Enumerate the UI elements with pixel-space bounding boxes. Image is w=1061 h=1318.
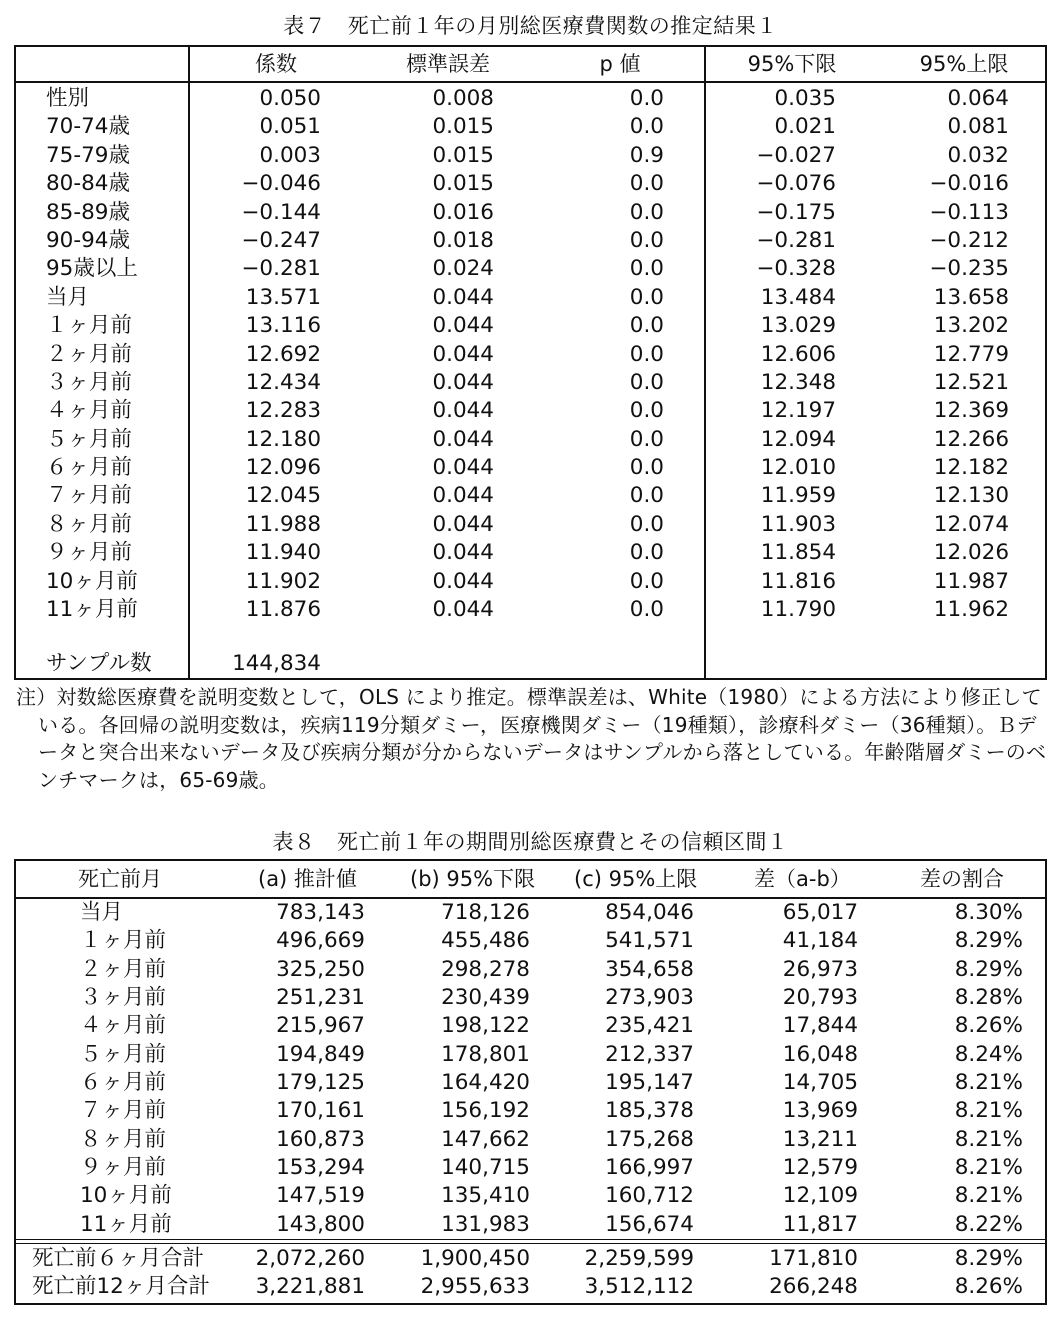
table-row bbox=[16, 369, 1045, 397]
sample-size-label: サンプル数 bbox=[46, 651, 152, 676]
table-cell: 783,143 bbox=[276, 900, 365, 925]
row-label: ６ヶ月前 bbox=[46, 455, 133, 481]
table-cell: 166,997 bbox=[605, 1155, 694, 1181]
table-cell: −0.247 bbox=[241, 227, 321, 253]
table-cell: 0.0 bbox=[629, 199, 664, 225]
table-cell: 854,046 bbox=[605, 900, 694, 925]
row-label: 11ヶ月前 bbox=[46, 597, 138, 623]
row-label: ７ヶ月前 bbox=[46, 483, 133, 509]
row-label: 90-94歳 bbox=[46, 227, 130, 253]
table-cell: 12,579 bbox=[782, 1155, 858, 1181]
table-row bbox=[16, 255, 1045, 283]
table-cell: 147,662 bbox=[441, 1126, 530, 1152]
table-cell: 455,486 bbox=[441, 928, 530, 954]
table-cell: 13.116 bbox=[245, 313, 321, 339]
row-label: ４ヶ月前 bbox=[46, 398, 133, 424]
row-label: 11ヶ月前 bbox=[80, 1211, 172, 1237]
table8-header-ratio: 差の割合 bbox=[920, 867, 1004, 891]
table-cell: 0.0 bbox=[629, 426, 664, 452]
table-cell: 8.21% bbox=[954, 1155, 1023, 1181]
table-cell: 11.988 bbox=[245, 511, 321, 537]
table-cell: 2,955,633 bbox=[420, 1274, 530, 1300]
sample-size-value: 144,834 bbox=[232, 651, 321, 676]
table7-header-coef: 係数 bbox=[255, 52, 297, 76]
table-cell: 0.0 bbox=[629, 171, 664, 197]
row-label: 70-74歳 bbox=[46, 114, 130, 140]
table-cell: −0.144 bbox=[241, 199, 321, 225]
table8-header-lower: (b) 95%下限 bbox=[410, 867, 536, 891]
table-cell: 179,125 bbox=[276, 1070, 365, 1096]
footnote-text: 注）対数総医療費を説明変数として，OLS により推定。標準誤差は、White（1980）による方法により修正している。各回帰の説明変数は，疾病119分類ダミー，医療機関ダミー（19種類），診療科ダミー（36種類）。Ｂデータと突合出来ないデータ及び疾病分類が分からないデータはサンプルから落としている。年齢階層ダミーのベンチマークは，65-69歳。 bbox=[16, 685, 1047, 792]
table-cell: 0.024 bbox=[432, 256, 494, 282]
row-label: ３ヶ月前 bbox=[46, 369, 133, 395]
table-cell: 0.0 bbox=[629, 369, 664, 395]
row-label: 死亡前６ヶ月合計 bbox=[32, 1246, 205, 1271]
row-label: 75-79歳 bbox=[46, 142, 130, 168]
table-row bbox=[16, 511, 1045, 539]
table-cell: 235,421 bbox=[605, 1013, 694, 1039]
table7-header-upper: 95%上限 bbox=[919, 52, 1009, 76]
table-cell: −0.281 bbox=[241, 256, 321, 282]
row-label: ５ヶ月前 bbox=[46, 426, 133, 452]
table-cell: 11.902 bbox=[245, 568, 321, 594]
row-label: ８ヶ月前 bbox=[46, 511, 133, 537]
table-cell: 0.051 bbox=[259, 114, 321, 140]
table-cell: 8.21% bbox=[954, 1098, 1023, 1124]
table7-header-lower: 95%下限 bbox=[747, 52, 837, 76]
row-label: ２ヶ月前 bbox=[46, 341, 133, 367]
table-cell: 135,410 bbox=[441, 1183, 530, 1209]
table-cell: 13.571 bbox=[245, 284, 321, 310]
table-cell: 2,072,260 bbox=[255, 1246, 365, 1271]
table-cell: 0.044 bbox=[432, 540, 494, 566]
table-row bbox=[16, 984, 1045, 1012]
table-cell: −0.235 bbox=[929, 256, 1009, 282]
table-cell: 718,126 bbox=[441, 900, 530, 925]
table-row bbox=[16, 397, 1045, 425]
table-cell: 0.0 bbox=[629, 540, 664, 566]
table8 bbox=[14, 859, 1047, 1305]
table-row bbox=[16, 1069, 1045, 1097]
table-cell: 0.021 bbox=[774, 114, 836, 140]
table-cell: 17,844 bbox=[782, 1013, 858, 1039]
table-row bbox=[16, 113, 1045, 141]
table-cell: 12.096 bbox=[245, 455, 321, 481]
row-label: ５ヶ月前 bbox=[80, 1041, 167, 1067]
table-cell: 0.035 bbox=[774, 86, 836, 111]
table-cell: 0.0 bbox=[629, 313, 664, 339]
table-cell: 266,248 bbox=[769, 1274, 858, 1300]
table-cell: 0.044 bbox=[432, 426, 494, 452]
table-cell: 156,674 bbox=[605, 1211, 694, 1237]
row-label: ６ヶ月前 bbox=[80, 1070, 167, 1096]
table-cell: 12.197 bbox=[760, 398, 836, 424]
table-row bbox=[16, 284, 1045, 312]
table-cell: 0.044 bbox=[432, 341, 494, 367]
table-row bbox=[16, 454, 1045, 482]
table-cell: 12.283 bbox=[245, 398, 321, 424]
row-label: ９ヶ月前 bbox=[80, 1155, 167, 1181]
table-cell: 0.044 bbox=[432, 398, 494, 424]
table-cell: 0.044 bbox=[432, 455, 494, 481]
table-cell: 212,337 bbox=[605, 1041, 694, 1067]
table-cell: 8.29% bbox=[954, 956, 1023, 982]
table8-header-month: 死亡前月 bbox=[78, 867, 162, 891]
row-label: 10ヶ月前 bbox=[46, 568, 138, 594]
table-cell: 0.044 bbox=[432, 511, 494, 537]
table-cell: 0.0 bbox=[629, 86, 664, 111]
table-cell: 0.0 bbox=[629, 511, 664, 537]
table-cell: 65,017 bbox=[782, 900, 858, 925]
table-cell: 0.008 bbox=[432, 86, 494, 111]
table-cell: 0.044 bbox=[432, 483, 494, 509]
table-cell: 8.30% bbox=[954, 900, 1023, 925]
table-cell: 20,793 bbox=[782, 985, 858, 1011]
table-cell: 8.21% bbox=[954, 1070, 1023, 1096]
table-cell: 140,715 bbox=[441, 1155, 530, 1181]
table-cell: 0.0 bbox=[629, 455, 664, 481]
table-row bbox=[16, 85, 1045, 113]
table-cell: 12.369 bbox=[933, 398, 1009, 424]
table-row bbox=[16, 1012, 1045, 1040]
table-cell: 178,801 bbox=[441, 1041, 530, 1067]
table-cell: 12.182 bbox=[933, 455, 1009, 481]
table-cell: 41,184 bbox=[782, 928, 858, 954]
table-cell: 12.434 bbox=[245, 369, 321, 395]
table-row bbox=[16, 927, 1045, 955]
table8-totals-rule-bottom bbox=[16, 1243, 1045, 1244]
table8-title: 表８ 死亡前１年の期間別総医療費とその信頼区間１ bbox=[272, 830, 789, 854]
table-cell: 325,250 bbox=[276, 956, 365, 982]
table-row bbox=[16, 227, 1045, 255]
table-cell: 11,817 bbox=[782, 1211, 858, 1237]
table-cell: 0.0 bbox=[629, 597, 664, 623]
table-cell: 0.9 bbox=[629, 142, 664, 168]
table-cell: 0.015 bbox=[432, 171, 494, 197]
table-cell: 8.28% bbox=[954, 985, 1023, 1011]
table-cell: 12.130 bbox=[933, 483, 1009, 509]
row-label: ２ヶ月前 bbox=[80, 956, 167, 982]
table-row bbox=[16, 899, 1045, 927]
table7-title: 表７ 死亡前１年の月別総医療費関数の推定結果１ bbox=[283, 14, 778, 38]
table-cell: 185,378 bbox=[605, 1098, 694, 1124]
table-cell: 0.044 bbox=[432, 369, 494, 395]
table-cell: 14,705 bbox=[782, 1070, 858, 1096]
table-cell: 13.202 bbox=[933, 313, 1009, 339]
table-cell: 0.018 bbox=[432, 227, 494, 253]
row-label: 当月 bbox=[80, 900, 124, 925]
table-cell: 0.044 bbox=[432, 568, 494, 594]
table-cell: 0.0 bbox=[629, 284, 664, 310]
table-cell: 143,800 bbox=[276, 1211, 365, 1237]
table-cell: 3,221,881 bbox=[255, 1274, 365, 1300]
table-cell: 298,278 bbox=[441, 956, 530, 982]
table-row bbox=[16, 312, 1045, 340]
row-label: １ヶ月前 bbox=[46, 313, 133, 339]
table8-totals bbox=[16, 1245, 1045, 1302]
table-row bbox=[16, 426, 1045, 454]
table-cell: 13.029 bbox=[760, 313, 836, 339]
table-cell: 156,192 bbox=[441, 1098, 530, 1124]
table-row bbox=[16, 539, 1045, 567]
table7 bbox=[14, 45, 1047, 680]
table-cell: 12.692 bbox=[245, 341, 321, 367]
table-cell: 12.348 bbox=[760, 369, 836, 395]
table-cell: 13,211 bbox=[782, 1126, 858, 1152]
table-cell: 8.29% bbox=[954, 928, 1023, 954]
table-cell: 0.081 bbox=[947, 114, 1009, 140]
table-cell: 0.015 bbox=[432, 142, 494, 168]
table-cell: 13.484 bbox=[760, 284, 836, 310]
table-cell: 11.816 bbox=[760, 568, 836, 594]
table-row bbox=[16, 1182, 1045, 1210]
table-cell: 13,969 bbox=[782, 1098, 858, 1124]
table7-header-rule bbox=[16, 81, 1045, 83]
table-cell: 12.094 bbox=[760, 426, 836, 452]
table-cell: 11.903 bbox=[760, 511, 836, 537]
table-cell: 175,268 bbox=[605, 1126, 694, 1152]
table-cell: 496,669 bbox=[276, 928, 365, 954]
row-label: 10ヶ月前 bbox=[80, 1183, 172, 1209]
table-row bbox=[16, 482, 1045, 510]
table8-header-upper: (c) 95%上限 bbox=[574, 867, 698, 891]
table-cell: 26,973 bbox=[782, 956, 858, 982]
table-cell: 12.045 bbox=[245, 483, 321, 509]
table-cell: 131,983 bbox=[441, 1211, 530, 1237]
table-cell: 12.010 bbox=[760, 455, 836, 481]
table-cell: 1,900,450 bbox=[420, 1246, 530, 1271]
table-cell: 215,967 bbox=[276, 1013, 365, 1039]
table-cell: 0.050 bbox=[259, 86, 321, 111]
table-cell: −0.328 bbox=[756, 256, 836, 282]
table-cell: 12.266 bbox=[933, 426, 1009, 452]
table-cell: 354,658 bbox=[605, 956, 694, 982]
row-label: 当月 bbox=[46, 284, 90, 310]
table-cell: 170,161 bbox=[276, 1098, 365, 1124]
table-cell: 11.854 bbox=[760, 540, 836, 566]
table-row bbox=[16, 1041, 1045, 1069]
row-label: 95歳以上 bbox=[46, 256, 138, 282]
row-label: ４ヶ月前 bbox=[80, 1013, 167, 1039]
table-cell: 0.0 bbox=[629, 568, 664, 594]
table-row bbox=[16, 199, 1045, 227]
table-cell: −0.016 bbox=[929, 171, 1009, 197]
table-cell: 11.959 bbox=[760, 483, 836, 509]
table-cell: 0.032 bbox=[947, 142, 1009, 168]
table-cell: −0.212 bbox=[929, 227, 1009, 253]
table-cell: 0.044 bbox=[432, 597, 494, 623]
table-cell: 12.606 bbox=[760, 341, 836, 367]
table-cell: 8.21% bbox=[954, 1183, 1023, 1209]
row-label: １ヶ月前 bbox=[80, 928, 167, 954]
table-cell: 0.044 bbox=[432, 284, 494, 310]
table-cell: 160,873 bbox=[276, 1126, 365, 1152]
table-row bbox=[16, 341, 1045, 369]
table-row bbox=[16, 170, 1045, 198]
table-cell: 195,147 bbox=[605, 1070, 694, 1096]
table-row bbox=[16, 568, 1045, 596]
table-cell: 153,294 bbox=[276, 1155, 365, 1181]
table-row bbox=[16, 1211, 1045, 1239]
table-cell: 0.0 bbox=[629, 341, 664, 367]
table-cell: 8.24% bbox=[954, 1041, 1023, 1067]
table-cell: 11.987 bbox=[933, 568, 1009, 594]
table-row bbox=[16, 1126, 1045, 1154]
table-cell: 0.0 bbox=[629, 227, 664, 253]
table-cell: 147,519 bbox=[276, 1183, 365, 1209]
table7-body bbox=[16, 85, 1045, 624]
table-cell: 2,259,599 bbox=[584, 1246, 694, 1271]
row-label: ３ヶ月前 bbox=[80, 985, 167, 1011]
table-cell: −0.046 bbox=[241, 171, 321, 197]
row-label: 80-84歳 bbox=[46, 171, 130, 197]
table-cell: 0.0 bbox=[629, 114, 664, 140]
table-cell: 0.0 bbox=[629, 483, 664, 509]
table-cell: 0.015 bbox=[432, 114, 494, 140]
table-cell: 164,420 bbox=[441, 1070, 530, 1096]
row-label: 85-89歳 bbox=[46, 199, 130, 225]
table-cell: 11.876 bbox=[245, 597, 321, 623]
table-cell: 160,712 bbox=[605, 1183, 694, 1209]
table-cell: 194,849 bbox=[276, 1041, 365, 1067]
row-label: ９ヶ月前 bbox=[46, 540, 133, 566]
table-cell: 8.21% bbox=[954, 1126, 1023, 1152]
table-row bbox=[16, 956, 1045, 984]
table8-body bbox=[16, 899, 1045, 1239]
table-row bbox=[16, 596, 1045, 624]
table-cell: 8.22% bbox=[954, 1211, 1023, 1237]
table-row bbox=[16, 142, 1045, 170]
table-cell: 541,571 bbox=[605, 928, 694, 954]
row-label: ８ヶ月前 bbox=[80, 1126, 167, 1152]
table-cell: 13.658 bbox=[933, 284, 1009, 310]
table-row bbox=[16, 1097, 1045, 1125]
table-cell: 12,109 bbox=[782, 1183, 858, 1209]
table-cell: −0.113 bbox=[929, 199, 1009, 225]
table-cell: 16,048 bbox=[782, 1041, 858, 1067]
table-cell: 0.0 bbox=[629, 256, 664, 282]
table-cell: 273,903 bbox=[605, 985, 694, 1011]
row-label: ７ヶ月前 bbox=[80, 1098, 167, 1124]
table-cell: 11.962 bbox=[933, 597, 1009, 623]
table-cell: 8.26% bbox=[954, 1013, 1023, 1039]
table-cell: −0.027 bbox=[756, 142, 836, 168]
table-cell: 0.016 bbox=[432, 199, 494, 225]
totals-row bbox=[16, 1245, 1045, 1273]
table-cell: 230,439 bbox=[441, 985, 530, 1011]
table-cell: 11.790 bbox=[760, 597, 836, 623]
table-cell: 0.064 bbox=[947, 86, 1009, 111]
table-cell: 198,122 bbox=[441, 1013, 530, 1039]
table-cell: 251,231 bbox=[276, 985, 365, 1011]
table7-sample-row bbox=[16, 650, 1045, 678]
table-cell: −0.281 bbox=[756, 227, 836, 253]
table8-header-diff: 差（a-b） bbox=[754, 867, 851, 891]
table7-header-pvalue: p 値 bbox=[599, 52, 641, 76]
row-label: 性別 bbox=[46, 86, 90, 111]
table-cell: 3,512,112 bbox=[584, 1274, 694, 1300]
table8-header-estimate: (a) 推計値 bbox=[258, 867, 357, 891]
table-cell: 12.180 bbox=[245, 426, 321, 452]
row-label: 死亡前12ヶ月合計 bbox=[32, 1274, 210, 1300]
table7-header-se: 標準誤差 bbox=[406, 52, 490, 76]
table-cell: 12.074 bbox=[933, 511, 1009, 537]
table-cell: 11.940 bbox=[245, 540, 321, 566]
table-cell: −0.076 bbox=[756, 171, 836, 197]
table-cell: 8.29% bbox=[954, 1246, 1023, 1271]
table-cell: 12.521 bbox=[933, 369, 1009, 395]
table-cell: 0.044 bbox=[432, 313, 494, 339]
table-cell: 171,810 bbox=[769, 1246, 858, 1271]
table-cell: 12.026 bbox=[933, 540, 1009, 566]
table7-footnote bbox=[16, 684, 1050, 794]
table-cell: 0.003 bbox=[259, 142, 321, 168]
table-cell: −0.175 bbox=[756, 199, 836, 225]
table-cell: 12.779 bbox=[933, 341, 1009, 367]
table8-totals-rule-top bbox=[16, 1239, 1045, 1240]
table-row bbox=[16, 1154, 1045, 1182]
table-cell: 0.0 bbox=[629, 398, 664, 424]
totals-row bbox=[16, 1273, 1045, 1301]
table-cell: 8.26% bbox=[954, 1274, 1023, 1300]
